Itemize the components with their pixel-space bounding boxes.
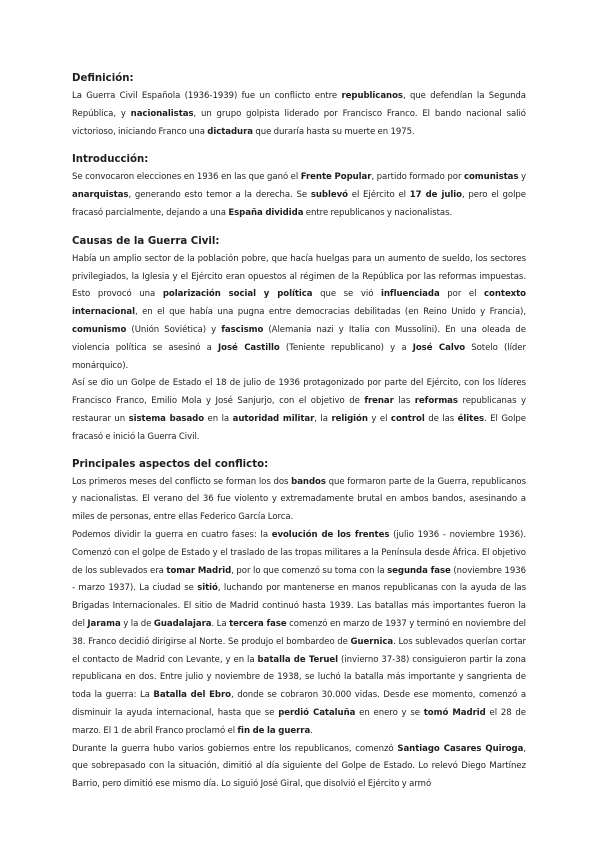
bold-term: José Castillo: [218, 342, 280, 353]
bold-term: religión: [331, 413, 368, 424]
text-run: comenzó en marzo de 1937 y terminó en noviembre del 38. Franco decidió dirigirse al Norte. Se produjo el bombardeo de: [72, 618, 526, 647]
bold-term: Santiago Casares Quiroga: [397, 743, 524, 754]
bold-term: republicanos: [341, 91, 403, 101]
bold-term: tomar Madrid: [166, 565, 232, 576]
section-causas: [72, 233, 526, 447]
section-heading: Definición:: [72, 73, 134, 84]
bold-term: comunistas: [463, 172, 519, 183]
text-run: de las: [424, 413, 458, 424]
text-run: Los primeros meses del conflicto se forman los dos: [72, 476, 292, 487]
bold-term: autoridad militar: [232, 413, 315, 424]
paragraph: [72, 474, 526, 527]
paragraph: [72, 169, 526, 222]
bold-term: sublevó: [310, 190, 348, 201]
section-introduccion: [72, 151, 526, 222]
text-run: en enero y se: [355, 707, 424, 718]
text-run: que formaron parte de la Guerra, republicanos y nacionalistas. El verano del 36 fue violento y extremadamente brutal en ambos bandos, asesinando a miles de personas, entre ellas Federico García Lorca.: [72, 476, 526, 523]
text-run: Sotelo (líder monárquico).: [72, 342, 526, 371]
bold-term: José Calvo: [412, 342, 466, 353]
bold-term: bandos: [291, 476, 326, 487]
section-heading: Principales aspectos del conflicto:: [72, 458, 269, 470]
bold-term: dictadura: [207, 126, 253, 137]
text-run: (julio 1936 - noviembre 1936). Comenzó con el golpe de Estado y el traslado de las tropas militares a la Península desde África. El objetivo de los sublevados era: [72, 529, 526, 576]
text-run: .: [310, 725, 313, 736]
text-run: republicanas y restaurar un: [72, 396, 526, 424]
paragraph: [72, 741, 526, 794]
paragraph: [72, 375, 526, 446]
text-run: La Guerra Civil Española (1936-1939) fue un conflicto entre: [72, 91, 342, 101]
text-run: (Teniente republicano) y a: [279, 342, 413, 353]
text-run: , por lo que comenzó su toma con la: [231, 565, 388, 576]
text-run: Podemos dividir la guerra en cuatro fases: la: [72, 529, 272, 540]
text-run: , que sobrepasado con la situación, dimitió al día siguiente del Golpe de Estado. Lo relevó Diego Martínez Barrio, pero dimitió ese mismo día. Lo siguió José Giral, que disolvió el Ejército y armó: [72, 743, 526, 790]
bold-term: tomó Madrid: [423, 707, 486, 718]
bold-term: reformas: [414, 396, 458, 407]
text-run: por el: [439, 289, 485, 300]
bold-term: Guadalajara: [153, 618, 212, 629]
text-run: entre republicanos y nacionalistas.: [303, 207, 453, 218]
bold-term: influenciada: [380, 289, 440, 300]
bold-term: Guernica: [350, 636, 394, 647]
section-definicion: [72, 70, 526, 141]
bold-term: élites: [457, 413, 484, 424]
text-run: y: [518, 172, 527, 183]
text-run: Durante la guerra hubo varios gobiernos entre los republicanos, comenzó: [72, 743, 398, 754]
document-page: [72, 70, 526, 804]
bold-term: nacionalistas: [130, 108, 194, 119]
section-heading: Introducción:: [72, 154, 149, 166]
text-run: , donde se cobraron 30.000 vidas. Desde ese momento, comenzó a disminuir la ayuda internacional, hasta que se: [72, 690, 527, 718]
bold-term: contexto internacional: [72, 289, 527, 318]
text-run: en la: [204, 413, 233, 424]
bold-term: Frente Popular: [300, 172, 372, 183]
bold-term: control: [390, 413, 425, 424]
text-run: (Alemania nazi y Italia con Mussolini). En una oleada de violencia política se asesinó a: [72, 324, 526, 353]
bold-term: frenar: [364, 396, 394, 407]
bold-term: sistema basado: [128, 413, 205, 424]
bold-term: Batalla del Ebro: [153, 690, 231, 701]
text-run: Así se dio un Golpe de Estado el 18 de julio de 1936 protagonizado por parte del Ejército, con los líderes Francisco Franco, Emilio Mola y José Sanjurjo, con el objetivo de: [72, 378, 526, 407]
text-run: Se convocaron elecciones en 1936 en las que ganó el: [72, 172, 301, 183]
text-run: . El Golpe fracasó e inició la Guerra Civil.: [72, 413, 526, 442]
text-run: , pero el golpe fracasó parcialmente, dejando a una: [72, 190, 527, 218]
bold-term: 17 de julio: [409, 190, 462, 201]
text-run: y el: [367, 413, 391, 424]
text-run: (invierno 37-38) consiguieron partir la zona republicana en dos. Entre julio y noviembre de 1938, se luchó la batalla más importante y sangrienta de toda la guerra: La: [72, 654, 526, 701]
text-run: Había un amplio sector de la población pobre, que hacía huelgas para un aumento de sueldo, los sectores privilegiados, la Iglesia y el Ejército eran opuestos al régimen de la República por las reformas impuestas. Esto provocó una: [72, 253, 526, 300]
bold-term: polarización social y política: [162, 289, 313, 300]
bold-term: Jarama: [87, 618, 121, 629]
text-run: , un grupo golpista liderado por Francisco Franco. El bando nacional salió victorioso, iniciando Franco una: [72, 108, 526, 137]
paragraph: [72, 88, 526, 141]
paragraph: [72, 251, 526, 376]
bold-term: tercera fase: [229, 618, 287, 629]
text-run: . La: [211, 618, 230, 629]
text-run: el 28 de marzo. El 1 de abril Franco proclamó el: [72, 707, 526, 736]
text-run: , generando esto temor a la derecha. Se: [128, 190, 311, 201]
bold-term: batalla de Teruel: [257, 654, 339, 665]
text-run: . Los sublevados querían cortar el contacto de Madrid con Levante, y en la: [72, 636, 526, 665]
section-heading: Causas de la Guerra Civil:: [72, 235, 220, 247]
bold-term: España dividida: [228, 207, 304, 218]
text-run: , la: [314, 413, 332, 424]
text-run: , que defendían la Segunda República, y: [72, 91, 526, 119]
bold-term: comunismo: [72, 324, 127, 335]
section-principales-aspectos: [72, 456, 526, 794]
bold-term: fascismo: [221, 324, 264, 335]
text-run: el Ejército el: [347, 190, 410, 201]
bold-term: anarquistas: [72, 190, 129, 201]
bold-term: sitió: [197, 583, 218, 594]
paragraph: [72, 527, 526, 741]
text-run: , luchando por mantenerse en manos republicanas con la ayuda de las Brigadas Internacionales. El sitio de Madrid continuó hasta 1939. Las batallas más importantes fueron la del: [72, 583, 526, 629]
bold-term: perdió Cataluña: [278, 707, 356, 718]
text-run: las: [393, 396, 415, 407]
text-run: , en el que había una pugna entre democracias debilitadas (en Reino Unido y Francia),: [134, 307, 526, 318]
text-run: (Unión Soviética) y: [126, 324, 222, 335]
text-run: (noviembre 1936 - marzo 1937). La ciudad se: [72, 565, 526, 594]
bold-term: segunda fase: [387, 565, 451, 576]
text-run: que duraría hasta su muerte en 1975.: [252, 126, 415, 137]
text-run: y la de: [120, 618, 154, 629]
text-run: que se vió: [312, 289, 381, 300]
bold-term: fin de la guerra: [237, 725, 311, 736]
bold-term: evolución de los frentes: [271, 529, 390, 540]
text-run: , partido formado por: [371, 172, 464, 183]
